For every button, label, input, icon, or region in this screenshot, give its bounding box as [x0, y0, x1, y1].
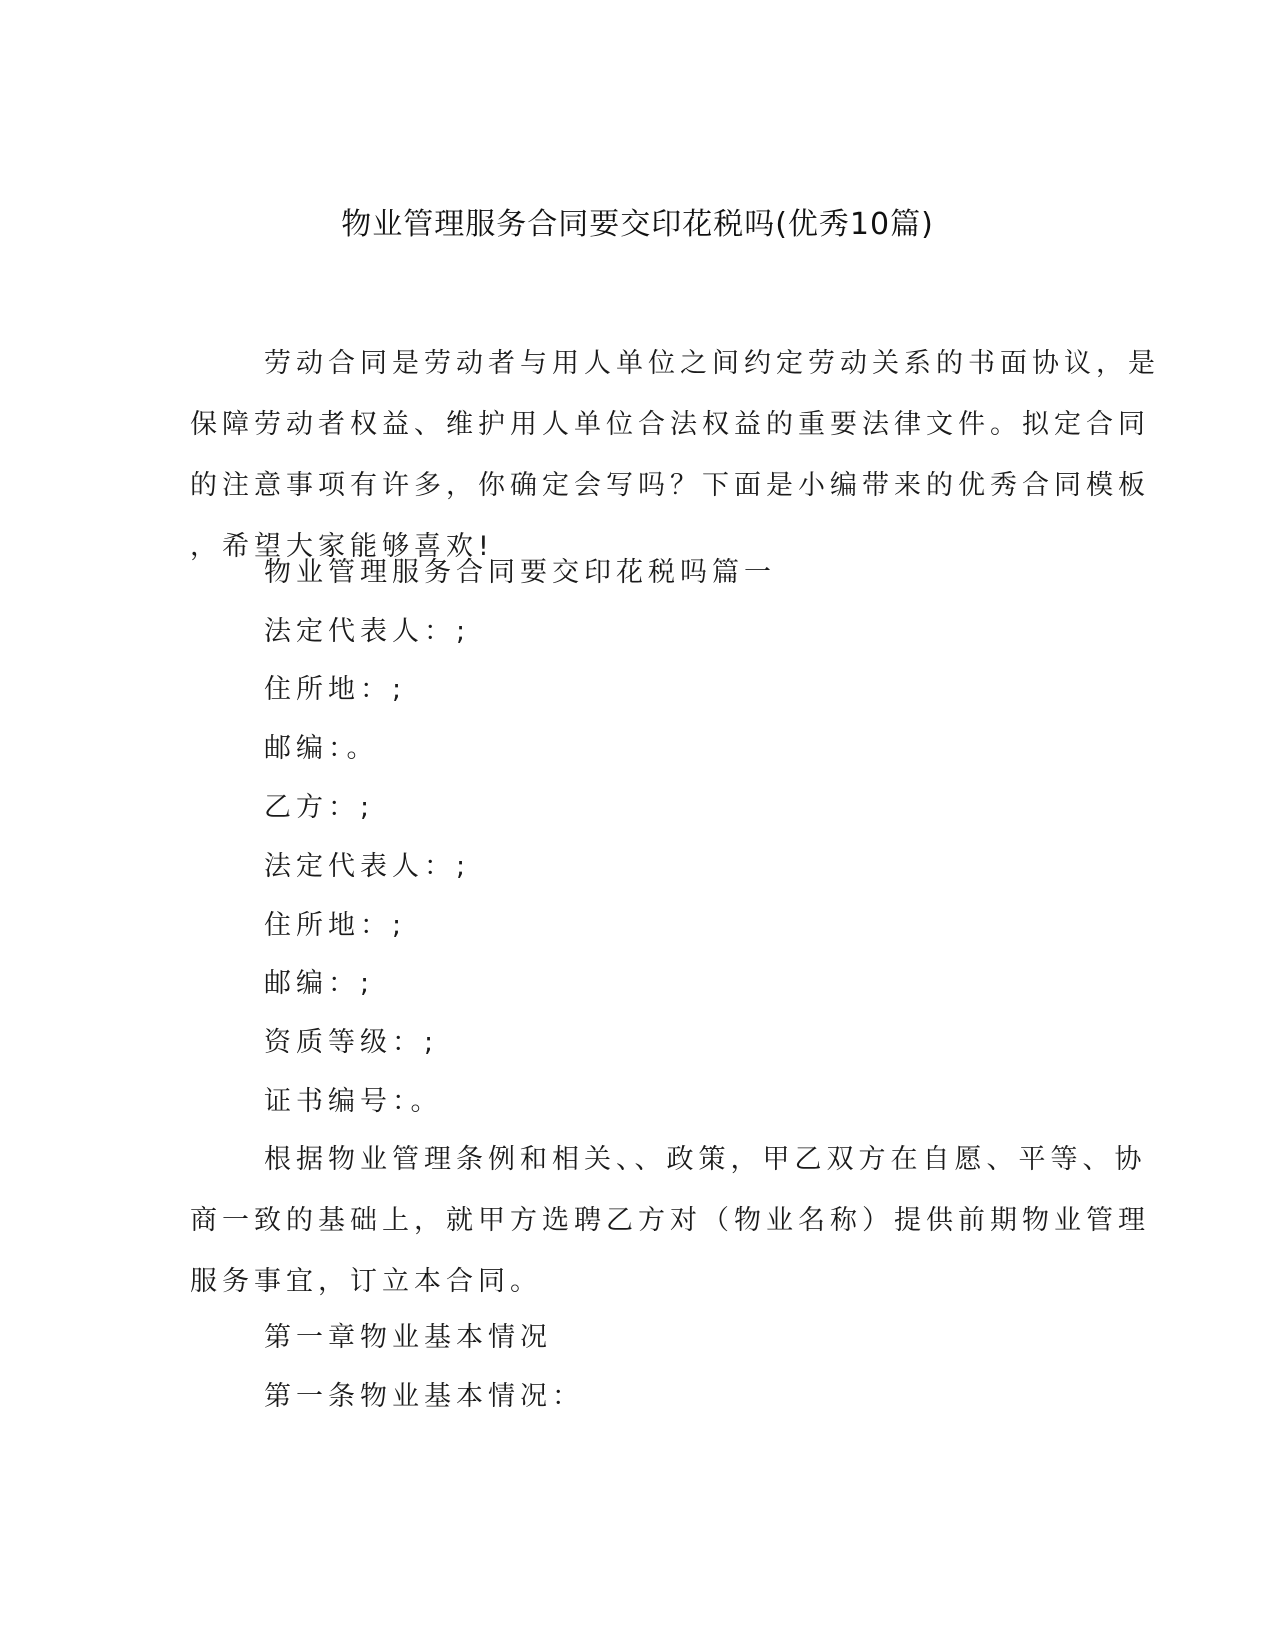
basis-paragraph [190, 1129, 1150, 1312]
party-b-label: 乙方：; [264, 792, 375, 823]
intro-line: 保障劳动者权益、维护用人单位合法权益的重要法律文件。拟定合同 [190, 409, 1150, 440]
intro-line: 劳动合同是劳动者与用人单位之间约定劳动关系的书面协议，是 [264, 348, 1160, 379]
section-heading: 物业管理服务合同要交印花税吗篇一 [264, 557, 776, 588]
chapter-heading: 第一章物业基本情况 [264, 1322, 552, 1353]
party-b-address: 住所地：; [264, 910, 407, 941]
document-title: 物业管理服务合同要交印花税吗(优秀10篇) [341, 207, 934, 242]
party-b-postcode: 邮编：; [264, 968, 375, 999]
party-b-certificate: 证书编号：。 [264, 1086, 443, 1117]
basis-line: 根据物业管理条例和相关、、政策，甲乙双方在自愿、平等、协 [264, 1144, 1147, 1175]
party-b-legal-rep: 法定代表人：; [264, 851, 471, 882]
party-b-qualification: 资质等级：; [264, 1027, 439, 1058]
basis-line: 服务事宜，订立本合同。 [190, 1266, 542, 1297]
party-a-postcode: 邮编：。 [264, 733, 379, 764]
intro-paragraph [190, 333, 1160, 577]
intro-line: 的注意事项有许多，你确定会写吗？下面是小编带来的优秀合同模板 [190, 470, 1150, 501]
party-a-address: 住所地：; [264, 674, 407, 705]
party-a-legal-rep: 法定代表人：; [264, 616, 471, 647]
basis-line: 商一致的基础上，就甲方选聘乙方对（物业名称）提供前期物业管理 [190, 1205, 1150, 1236]
article-heading: 第一条物业基本情况： [264, 1381, 584, 1412]
intro-line: ，希望大家能够喜欢! [190, 531, 494, 562]
